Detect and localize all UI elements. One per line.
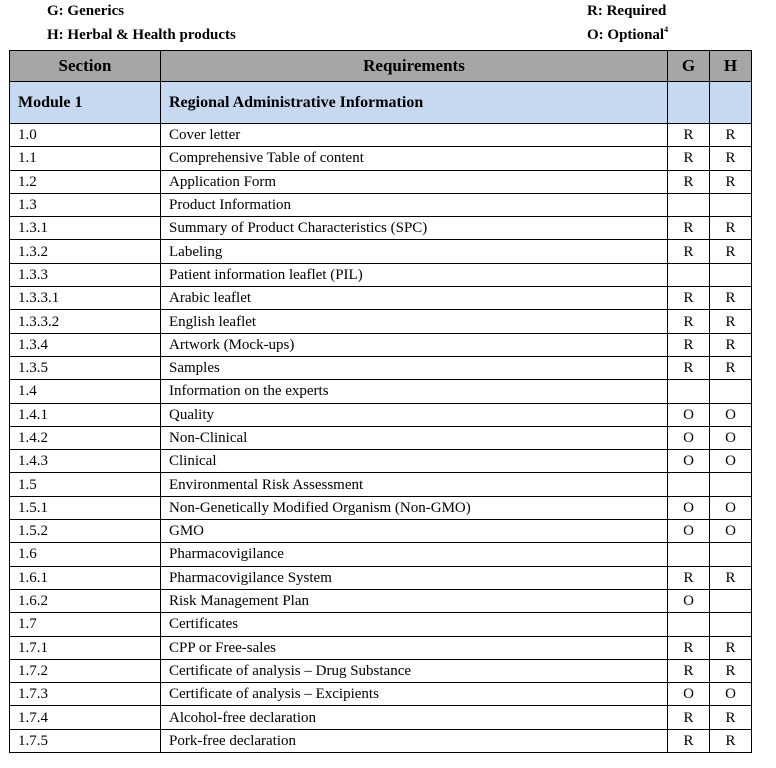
table-row [10,193,752,216]
section-cell: 1.0 [10,124,161,147]
generics-cell: R [668,240,710,263]
section-cell: 1.3.1 [10,217,161,240]
generics-cell [668,543,710,566]
table-row [10,426,752,449]
herbal-cell: R [710,356,752,379]
table-row [10,124,752,147]
section-cell: 1.3.5 [10,356,161,379]
herbal-cell: R [710,729,752,752]
requirement-cell: Pharmacovigilance [161,543,668,566]
requirement-cell: English leaflet [161,310,668,333]
requirement-cell: Labeling [161,240,668,263]
generics-cell: O [668,520,710,543]
generics-cell: R [668,636,710,659]
requirement-cell: Application Form [161,170,668,193]
generics-cell: R [668,706,710,729]
requirement-cell: Quality [161,403,668,426]
table-row [10,729,752,752]
requirement-cell: Pork-free declaration [161,729,668,752]
requirement-cell: GMO [161,520,668,543]
requirement-cell: Pharmacovigilance System [161,566,668,589]
requirement-cell: Certificate of analysis – Drug Substance [161,659,668,682]
requirement-cell: Information on the experts [161,380,668,403]
table-row [10,217,752,240]
generics-cell: R [668,287,710,310]
header-g: G [668,51,710,82]
generics-cell [668,193,710,216]
section-cell: 1.7.5 [10,729,161,752]
generics-cell: O [668,426,710,449]
generics-cell: O [668,450,710,473]
section-cell: 1.3.3.1 [10,287,161,310]
generics-cell: R [668,356,710,379]
table-row [10,543,752,566]
table-row [10,287,752,310]
table-row [10,263,752,286]
generics-cell [668,263,710,286]
table-row [10,147,752,170]
requirement-cell: Arabic leaflet [161,287,668,310]
section-cell: 1.3.2 [10,240,161,263]
section-cell: 1.7 [10,613,161,636]
requirement-cell: Certificates [161,613,668,636]
section-cell: 1.1 [10,147,161,170]
generics-cell [668,613,710,636]
generics-cell: O [668,589,710,612]
header-requirements: Requirements [161,51,668,82]
generics-cell: R [668,147,710,170]
herbal-cell [710,589,752,612]
herbal-cell [710,543,752,566]
herbal-cell [710,473,752,496]
header-h: H [710,51,752,82]
module-g [668,82,710,124]
herbal-cell: R [710,333,752,356]
herbal-cell: R [710,659,752,682]
herbal-cell: R [710,124,752,147]
herbal-cell [710,380,752,403]
table-row [10,380,752,403]
requirement-cell: Summary of Product Characteristics (SPC) [161,217,668,240]
table-header-row [10,51,752,82]
generics-cell: R [668,333,710,356]
section-cell: 1.7.2 [10,659,161,682]
legend-optional-text: O: Optional [587,27,665,43]
generics-cell: O [668,403,710,426]
module-row [10,82,752,124]
herbal-cell: O [710,403,752,426]
table-row [10,706,752,729]
requirement-cell: CPP or Free-sales [161,636,668,659]
herbal-cell: R [710,636,752,659]
herbal-cell [710,263,752,286]
requirement-cell: Risk Management Plan [161,589,668,612]
section-cell: 1.6 [10,543,161,566]
table-row [10,683,752,706]
section-cell: 1.4 [10,380,161,403]
generics-cell: R [668,659,710,682]
table-row [10,566,752,589]
requirement-cell: Cover letter [161,124,668,147]
herbal-cell: O [710,496,752,519]
herbal-cell: O [710,520,752,543]
table-row [10,589,752,612]
herbal-cell: R [710,287,752,310]
section-cell: 1.3.4 [10,333,161,356]
section-cell: 1.5 [10,473,161,496]
table-row [10,333,752,356]
module-title: Regional Administrative Information [161,82,668,124]
table-row [10,170,752,193]
table-row [10,473,752,496]
generics-cell: O [668,496,710,519]
generics-cell: R [668,310,710,333]
requirement-cell: Environmental Risk Assessment [161,473,668,496]
section-cell: 1.4.3 [10,450,161,473]
herbal-cell: O [710,426,752,449]
herbal-cell: O [710,450,752,473]
table-row [10,636,752,659]
table-row [10,450,752,473]
generics-cell: R [668,729,710,752]
table-row [10,520,752,543]
requirements-table [9,50,752,753]
module-h [710,82,752,124]
herbal-cell: R [710,566,752,589]
section-cell: 1.6.2 [10,589,161,612]
table-row [10,240,752,263]
generics-cell [668,473,710,496]
herbal-cell: R [710,706,752,729]
requirement-cell: Certificate of analysis – Excipients [161,683,668,706]
section-cell: 1.6.1 [10,566,161,589]
herbal-cell: R [710,147,752,170]
requirement-cell: Artwork (Mock-ups) [161,333,668,356]
table-row [10,403,752,426]
herbal-cell: R [710,310,752,333]
legend-generics: G: Generics [47,3,125,19]
legend-required: R: Required [587,3,667,19]
section-cell: 1.2 [10,170,161,193]
generics-cell: R [668,170,710,193]
header-section: Section [10,51,161,82]
requirement-cell: Patient information leaflet (PIL) [161,263,668,286]
herbal-cell: R [710,170,752,193]
generics-cell: R [668,566,710,589]
module-section: Module 1 [10,82,161,124]
requirement-cell: Alcohol-free declaration [161,706,668,729]
section-cell: 1.7.4 [10,706,161,729]
generics-cell: R [668,124,710,147]
section-cell: 1.7.1 [10,636,161,659]
herbal-cell: R [710,217,752,240]
section-cell: 1.4.2 [10,426,161,449]
herbal-cell [710,193,752,216]
table-row [10,613,752,636]
requirement-cell: Non-Genetically Modified Organism (Non-GMO) [161,496,668,519]
requirement-cell: Clinical [161,450,668,473]
section-cell: 1.4.1 [10,403,161,426]
section-cell: 1.3.3.2 [10,310,161,333]
requirement-cell: Samples [161,356,668,379]
legend-optional [587,27,668,44]
section-cell: 1.7.3 [10,683,161,706]
generics-cell: R [668,217,710,240]
table-row [10,310,752,333]
footnote-marker: 4 [664,25,669,34]
table-row [10,496,752,519]
herbal-cell [710,613,752,636]
table-row [10,659,752,682]
requirement-cell: Comprehensive Table of content [161,147,668,170]
table-row [10,356,752,379]
generics-cell [668,380,710,403]
section-cell: 1.3.3 [10,263,161,286]
section-cell: 1.3 [10,193,161,216]
section-cell: 1.5.2 [10,520,161,543]
herbal-cell: O [710,683,752,706]
generics-cell: O [668,683,710,706]
section-cell: 1.5.1 [10,496,161,519]
legend-herbal: H: Herbal & Health products [47,27,236,43]
requirement-cell: Product Information [161,193,668,216]
herbal-cell: R [710,240,752,263]
requirement-cell: Non-Clinical [161,426,668,449]
